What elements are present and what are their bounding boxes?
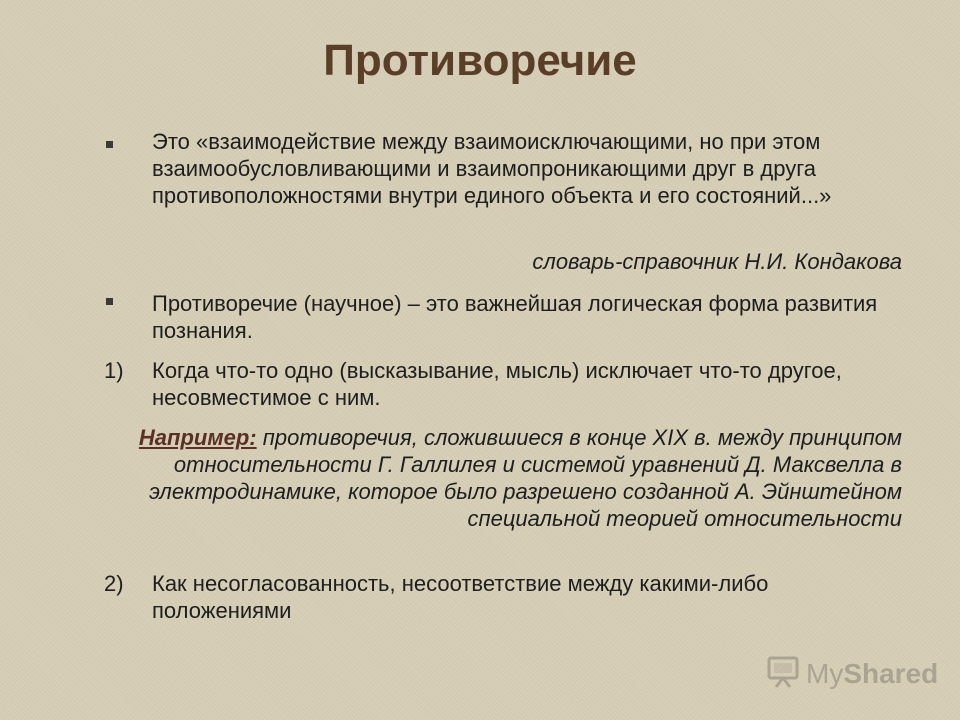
watermark-text: MyShared [806,658,939,689]
watermark-logo [766,656,938,692]
example-text: противоречия, сложившиеся в конце XIX в. между принципом относительности Г. Галлилея и системой уравнений Д. Максвелла в электродинамике, которое было разрешено созданной А. Эйнштейном специальной теорией относительности [149,425,902,531]
bullet-square-icon [106,141,113,148]
item2-marker: 2) [104,571,124,596]
example-block [110,424,902,532]
scientific-definition-text: Противоречие (научное) – это важнейшая логическая форма развития познания. [152,291,878,343]
slide-title: Противоречие [323,36,637,85]
source-citation: словарь-справочник Н.И. Кондакова [532,249,902,274]
item1-marker: 1) [104,358,124,383]
item1-text: Когда что-то одно (высказывание, мысль) исключает что-то другое, несовместимое с ним. [152,358,842,410]
item2-text: Как несогласованность, несоответствие между какими-либо положениями [152,571,769,623]
projector-screen-icon [766,655,800,694]
bullet-square-icon [106,298,113,305]
definition-text: Это «взаимодействие между взаимоисключающими, но при этом взаимообусловливающими и взаимопроникающими друг в друга противоположностями внутри единого объекта и его состояний...» [152,129,832,208]
example-label: Например: [138,425,257,450]
